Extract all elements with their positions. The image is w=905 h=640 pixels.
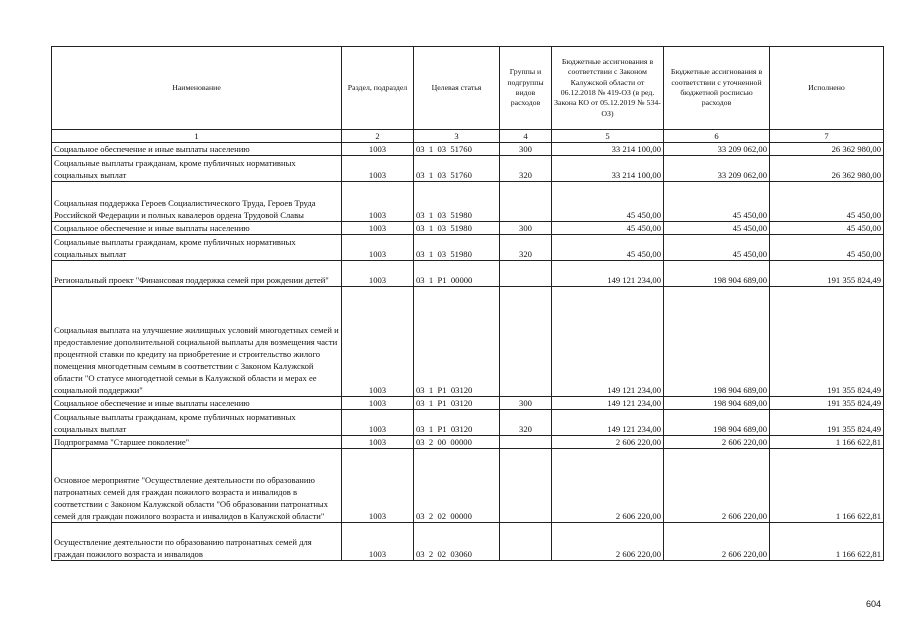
row-section: 1003 (342, 287, 414, 397)
row-name: Социальная выплата на улучшение жилищных условий многодетных семей и предоставление дополнительной социальной выплаты для возмещения части процентной ставки по кредиту на приобретение и строительство жилого помещения многодетным семьям в соответствии с Законом Калужской области "О статусе многодетной семьи в Калужской области и мерах ее социальной поддержки" (52, 287, 342, 397)
row-group: 320 (500, 156, 552, 182)
column-number: 4 (500, 130, 552, 143)
row-article: 03 2 02 03060 (414, 523, 500, 561)
row-name: Подпрограмма "Старшее поколение" (52, 436, 342, 449)
row-section: 1003 (342, 235, 414, 261)
row-refined-allocation: 45 450,00 (664, 182, 770, 222)
row-executed: 191 355 824,49 (770, 410, 884, 436)
row-name: Социальное обеспечение и иные выплаты населению (52, 143, 342, 156)
row-section: 1003 (342, 436, 414, 449)
row-law-allocation: 2 606 220,00 (552, 449, 664, 523)
row-executed: 1 166 622,81 (770, 449, 884, 523)
row-name: Социальные выплаты гражданам, кроме публичных нормативных социальных выплат (52, 235, 342, 261)
row-law-allocation: 149 121 234,00 (552, 410, 664, 436)
row-executed: 45 450,00 (770, 235, 884, 261)
budget-table (51, 46, 884, 561)
table-row (52, 449, 884, 523)
table-row (52, 523, 884, 561)
row-refined-allocation: 2 606 220,00 (664, 436, 770, 449)
row-section: 1003 (342, 143, 414, 156)
row-name: Основное мероприятие "Осуществление деятельности по образованию патронатных семей для граждан пожилого возраста и инвалидов в соответствии с Законом Калужской области "Об образовании патронатных семей для граждан пожилого возраста и инвалидов в Калужской области" (52, 449, 342, 523)
row-group (500, 523, 552, 561)
row-section: 1003 (342, 156, 414, 182)
row-group: 300 (500, 397, 552, 410)
row-law-allocation: 33 214 100,00 (552, 143, 664, 156)
row-executed: 45 450,00 (770, 222, 884, 235)
header-name: Наименование (52, 47, 342, 130)
row-law-allocation: 149 121 234,00 (552, 287, 664, 397)
row-executed: 191 355 824,49 (770, 287, 884, 397)
row-article: 03 1 P1 03120 (414, 410, 500, 436)
table-row (52, 235, 884, 261)
row-article: 03 1 P1 00000 (414, 261, 500, 287)
row-law-allocation: 149 121 234,00 (552, 261, 664, 287)
row-group (500, 436, 552, 449)
table-row (52, 397, 884, 410)
column-number: 7 (770, 130, 884, 143)
row-refined-allocation: 45 450,00 (664, 222, 770, 235)
row-executed: 191 355 824,49 (770, 397, 884, 410)
row-article: 03 1 03 51980 (414, 222, 500, 235)
page-number: 604 (866, 599, 882, 609)
row-group: 300 (500, 222, 552, 235)
row-article: 03 1 03 51980 (414, 235, 500, 261)
header-group: Группы и подгруппы видов расходов (500, 47, 552, 130)
header-section: Раздел, подраздел (342, 47, 414, 130)
row-name: Региональный проект "Финансовая поддержка семей при рождении детей" (52, 261, 342, 287)
row-refined-allocation: 33 209 062,00 (664, 156, 770, 182)
header-row (52, 47, 884, 130)
column-numbers-row (52, 130, 884, 143)
row-group (500, 182, 552, 222)
row-refined-allocation: 45 450,00 (664, 235, 770, 261)
row-name: Социальные выплаты гражданам, кроме публичных нормативных социальных выплат (52, 410, 342, 436)
row-section: 1003 (342, 523, 414, 561)
row-law-allocation: 45 450,00 (552, 222, 664, 235)
table-body (52, 143, 884, 561)
row-refined-allocation: 33 209 062,00 (664, 143, 770, 156)
row-executed: 191 355 824,49 (770, 261, 884, 287)
table-row (52, 287, 884, 397)
table-row (52, 410, 884, 436)
row-executed: 1 166 622,81 (770, 523, 884, 561)
row-refined-allocation: 198 904 689,00 (664, 410, 770, 436)
table-row (52, 182, 884, 222)
row-group (500, 449, 552, 523)
row-article: 03 1 03 51760 (414, 156, 500, 182)
header-executed: Исполнено (770, 47, 884, 130)
row-group (500, 287, 552, 397)
row-refined-allocation: 198 904 689,00 (664, 397, 770, 410)
row-name: Социальное обеспечение и иные выплаты населению (52, 222, 342, 235)
table-row (52, 143, 884, 156)
column-number: 6 (664, 130, 770, 143)
header-article: Целевая статья (414, 47, 500, 130)
row-section: 1003 (342, 449, 414, 523)
row-section: 1003 (342, 222, 414, 235)
column-number: 3 (414, 130, 500, 143)
row-section: 1003 (342, 261, 414, 287)
row-refined-allocation: 198 904 689,00 (664, 261, 770, 287)
header-law-allocations: Бюджетные ассигнования в соответствии с Законом Калужской области от 06.12.2018 № 419-ОЗ (в ред. Закона КО от 05.12.2019 № 534-ОЗ) (552, 47, 664, 130)
row-name: Социальное обеспечение и иные выплаты населению (52, 397, 342, 410)
row-group: 320 (500, 235, 552, 261)
row-refined-allocation: 198 904 689,00 (664, 287, 770, 397)
header-refined-allocations: Бюджетные ассигнования в соответствии с уточненной бюджетной росписью расходов (664, 47, 770, 130)
row-article: 03 2 00 00000 (414, 436, 500, 449)
row-law-allocation: 33 214 100,00 (552, 156, 664, 182)
table-row (52, 156, 884, 182)
column-number: 1 (52, 130, 342, 143)
row-executed: 26 362 980,00 (770, 143, 884, 156)
row-article: 03 2 02 00000 (414, 449, 500, 523)
row-law-allocation: 45 450,00 (552, 235, 664, 261)
column-number: 2 (342, 130, 414, 143)
row-article: 03 1 03 51980 (414, 182, 500, 222)
row-group: 300 (500, 143, 552, 156)
row-law-allocation: 45 450,00 (552, 182, 664, 222)
row-group (500, 261, 552, 287)
row-section: 1003 (342, 182, 414, 222)
row-article: 03 1 P1 03120 (414, 287, 500, 397)
row-section: 1003 (342, 410, 414, 436)
row-refined-allocation: 2 606 220,00 (664, 449, 770, 523)
row-article: 03 1 P1 03120 (414, 397, 500, 410)
table-row (52, 222, 884, 235)
row-article: 03 1 03 51760 (414, 143, 500, 156)
row-refined-allocation: 2 606 220,00 (664, 523, 770, 561)
row-executed: 1 166 622,81 (770, 436, 884, 449)
row-name: Осуществление деятельности по образованию патронатных семей для граждан пожилого возраста и инвалидов (52, 523, 342, 561)
row-law-allocation: 2 606 220,00 (552, 523, 664, 561)
row-name: Социальная поддержка Героев Социалистического Труда, Героев Труда Российской Федерации и полных кавалеров ордена Трудовой Славы (52, 182, 342, 222)
column-number: 5 (552, 130, 664, 143)
row-executed: 26 362 980,00 (770, 156, 884, 182)
table-row (52, 261, 884, 287)
row-law-allocation: 2 606 220,00 (552, 436, 664, 449)
row-law-allocation: 149 121 234,00 (552, 397, 664, 410)
row-executed: 45 450,00 (770, 182, 884, 222)
row-group: 320 (500, 410, 552, 436)
table-row (52, 436, 884, 449)
row-name: Социальные выплаты гражданам, кроме публичных нормативных социальных выплат (52, 156, 342, 182)
row-section: 1003 (342, 397, 414, 410)
